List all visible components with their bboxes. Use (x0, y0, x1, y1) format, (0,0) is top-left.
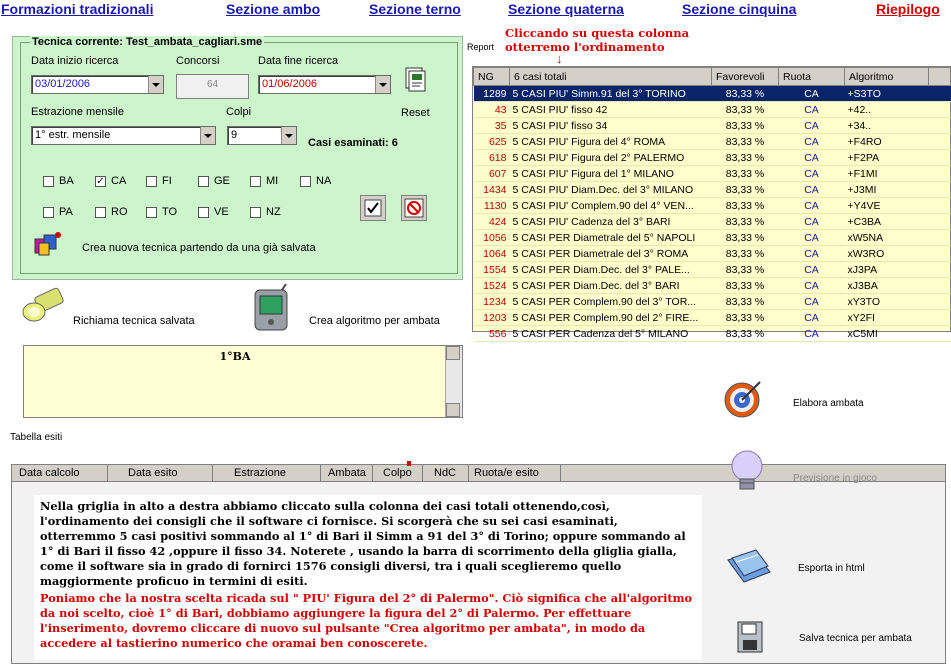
cell-casi: 5 CASI PIU' Complem.90 del 4° VEN... (510, 198, 712, 214)
casi-esaminati: Casi esaminati: 6 (308, 137, 398, 149)
cancel-button[interactable] (401, 195, 427, 221)
cell-casi: 5 CASI PER Cadenza del 5° MILANO (510, 326, 712, 342)
cell-fav: 83,33 % (712, 150, 779, 166)
note-paragraph-2: Poniamo che la nostra scelta ricada sul " PIU' Figura del 2° di Palermo". Ciò significa che all'algoritmo da noi scelto, cioè 1° di Bari, dobbiamo aggiungere la figura del 2° di Palermo. Per effettuare l'inserimento, dovremo cliccare di nuovo sul pulsante "Crea algoritmo per ambata", in modo da accedere al tastierino numerico che oramai ben conoscerete. (40, 591, 693, 650)
table-row[interactable] (474, 278, 951, 294)
column-separator (422, 465, 423, 481)
cell-filler (929, 294, 951, 310)
cell-alg: xC5MI (845, 326, 929, 342)
checkbox-label-mi: MI (266, 175, 279, 187)
cell-casi: 5 CASI PIU' fisso 34 (510, 118, 712, 134)
cell-filler (929, 262, 951, 278)
column-separator (320, 465, 321, 481)
cell-alg: xW5NA (845, 230, 929, 246)
table-row[interactable] (474, 326, 951, 342)
grid-header-1[interactable]: 6 casi totali (510, 68, 712, 86)
checkbox-label-ro: RO (111, 206, 128, 218)
cell-alg: +F2PA (845, 150, 929, 166)
memo-scrollbar[interactable] (445, 346, 462, 417)
palmtop-icon[interactable] (252, 284, 292, 332)
cell-filler (929, 198, 951, 214)
checkbox-label-fi: FI (162, 175, 172, 187)
cell-filler (929, 134, 951, 150)
cell-alg: +S3TO (845, 86, 929, 102)
cell-casi: 5 CASI PER Complem.90 del 2° FIRE... (510, 310, 712, 326)
checkbox-label-ba: BA (59, 175, 74, 187)
data-inizio-value: 03/01/2006 (35, 78, 91, 90)
cell-filler (929, 310, 951, 326)
data-inizio-select[interactable] (31, 75, 164, 94)
cell-ng: 625 (474, 134, 510, 150)
grid-header-4[interactable]: Algoritmo (845, 68, 929, 86)
salva-label[interactable]: Salva tecnica per ambata (799, 633, 912, 644)
cell-fav: 83,33 % (712, 134, 779, 150)
cell-fav: 83,33 % (712, 278, 779, 294)
table-row[interactable] (474, 86, 951, 102)
nav-sezione-cinquina[interactable]: Sezione cinquina (682, 1, 797, 17)
checkbox-nz[interactable] (250, 207, 261, 218)
nav-sezione-terno[interactable]: Sezione terno (369, 1, 461, 17)
crea-nuova-icon[interactable] (31, 229, 65, 259)
cell-fav: 83,33 % (712, 102, 779, 118)
scroll-up-icon[interactable] (446, 346, 460, 360)
lightbulb-icon[interactable] (727, 448, 767, 496)
cell-ruota: CA (779, 86, 845, 102)
cell-fav: 83,33 % (712, 182, 779, 198)
cell-ruota: CA (779, 246, 845, 262)
esiti-column-5[interactable]: NdC (434, 467, 457, 479)
cell-casi: 5 CASI PER Diametrale del 3° ROMA (510, 246, 712, 262)
cell-alg: +34.. (845, 118, 929, 134)
cell-alg: xJ3BA (845, 278, 929, 294)
red-marker (407, 461, 411, 466)
elabora-label[interactable]: Elabora ambata (793, 398, 864, 409)
cell-ruota: CA (779, 198, 845, 214)
cell-ruota: CA (779, 262, 845, 278)
cell-alg: xY3TO (845, 294, 929, 310)
esiti-column-4[interactable]: Colpo (383, 467, 412, 479)
column-separator (468, 465, 469, 481)
data-fine-select[interactable] (258, 75, 391, 94)
cell-filler (929, 118, 951, 134)
esporta-label[interactable]: Esporta in html (798, 563, 865, 574)
checkbox-label-ve: VE (214, 206, 229, 218)
cell-alg: +J3MI (845, 182, 929, 198)
crea-nuova-label[interactable]: Crea nuova tecnica partendo da una già salvata (82, 242, 316, 254)
column-separator (212, 465, 213, 481)
cell-ng: 43 (474, 102, 510, 118)
table-row[interactable] (474, 246, 951, 262)
note-paragraph-1: Nella griglia in alto a destra abbiamo cliccato sulla colonna dei casi totali ottenendo,così, l'ordinamento dei consigli che il software ci fornisce. Si scorgerà che su sei casi esaminati, otterremmo 5 casi positivi sommando al 1° di Bari il Simm a 91 del 3° di Torino; oppure sommando al 1° di Bari il fisso 42 ,oppure il fisso 34. Noterete , usando la barra di scorrimento della gliglia gialla, come il software sia in grado di fornirci 1576 consigli diversi, tra i quali sceglieremo quello maggiormente proficuo in termini di esiti. (40, 499, 686, 588)
table-row[interactable] (474, 166, 951, 182)
cell-casi: 5 CASI PIU' Cadenza del 3° BARI (510, 214, 712, 230)
cell-fav: 83,33 % (712, 246, 779, 262)
cell-alg: xJ3PA (845, 262, 929, 278)
table-row[interactable] (474, 118, 951, 134)
chevron-down-icon[interactable] (148, 76, 163, 93)
flashlight-icon[interactable] (20, 288, 68, 326)
nav-sezione-ambo[interactable]: Sezione ambo (226, 1, 321, 17)
cell-fav: 83,33 % (712, 198, 779, 214)
arrow-down-icon: ↓ (556, 51, 563, 66)
cell-alg: +42.. (845, 102, 929, 118)
cell-ruota: CA (779, 294, 845, 310)
results-grid[interactable] (472, 66, 951, 340)
cell-ng: 1434 (474, 182, 510, 198)
target-icon[interactable] (722, 378, 766, 420)
grid-header-0[interactable]: NG (474, 68, 510, 86)
cell-casi: 5 CASI PIU' fisso 42 (510, 102, 712, 118)
cell-fav: 83,33 % (712, 294, 779, 310)
cell-casi: 5 CASI PIU' Figura del 1° MILANO (510, 166, 712, 182)
table-row[interactable] (474, 262, 951, 278)
checkbox-label-ge: GE (214, 175, 230, 187)
cell-ng: 1234 (474, 294, 510, 310)
cell-ng: 1289 (474, 86, 510, 102)
memo-text: 1°BA (219, 350, 251, 363)
cell-casi: 5 CASI PIU' Simm.91 del 3° TORINO (510, 86, 712, 102)
cell-ng: 618 (474, 150, 510, 166)
checkbox-label-ca: CA (111, 175, 127, 187)
cell-filler (929, 278, 951, 294)
no-entry-icon (402, 196, 426, 220)
cell-ruota: CA (779, 134, 845, 150)
cell-fav: 83,33 % (712, 86, 779, 102)
check-icon (361, 196, 385, 220)
cell-filler (929, 182, 951, 198)
table-row[interactable] (474, 102, 951, 118)
save-icon[interactable] (736, 620, 766, 656)
previsione-label: Previsione in gioco (793, 473, 877, 484)
checkbox-ro[interactable] (95, 207, 106, 218)
cell-casi: 5 CASI PER Diam.Dec. del 3° PALE... (510, 262, 712, 278)
table-row[interactable] (474, 198, 951, 214)
table-row[interactable] (474, 310, 951, 326)
table-row[interactable] (474, 182, 951, 198)
nav-sezione-quaterna[interactable]: Sezione quaterna (508, 1, 624, 17)
column-separator (372, 465, 373, 481)
checkbox-ba[interactable] (43, 176, 54, 187)
table-row[interactable] (474, 134, 951, 150)
report-label: Report (467, 42, 495, 52)
column-separator (107, 465, 108, 481)
cell-alg: xW3RO (845, 246, 929, 262)
cell-ng: 1203 (474, 310, 510, 326)
cell-filler (929, 214, 951, 230)
cell-fav: 83,33 % (712, 262, 779, 278)
cell-fav: 83,33 % (712, 214, 779, 230)
cell-ruota: CA (779, 150, 845, 166)
cell-alg: +F4RO (845, 134, 929, 150)
cell-casi: 5 CASI PER Complem.90 del 3° TOR... (510, 294, 712, 310)
confirm-button[interactable] (360, 195, 386, 221)
cell-filler (929, 102, 951, 118)
cell-fav: 83,33 % (712, 118, 779, 134)
tabella-esiti-label: Tabella esiti (10, 432, 63, 443)
estrazione-label: Estrazione mensile (31, 106, 124, 118)
colpi-value: 9 (231, 129, 238, 141)
checkbox-mi[interactable] (250, 176, 261, 187)
cell-filler (929, 246, 951, 262)
data-inizio-label: Data inizio ricerca (31, 55, 119, 67)
grid-header-2[interactable]: Favorevoli (712, 68, 779, 86)
cell-fav: 83,33 % (712, 326, 779, 342)
column-separator (560, 465, 561, 481)
table-row[interactable] (474, 294, 951, 310)
cell-ng: 424 (474, 214, 510, 230)
cell-casi: 5 CASI PIU' Figura del 4° ROMA (510, 134, 712, 150)
checkbox-label-nz: NZ (266, 206, 281, 218)
reset-label: Reset (401, 107, 430, 119)
checkbox-ge[interactable] (198, 176, 209, 187)
esiti-column-2[interactable]: Estrazione (234, 467, 286, 479)
cell-fav: 83,33 % (712, 166, 779, 182)
checkbox-label-na: NA (316, 175, 332, 187)
cell-ng: 1130 (474, 198, 510, 214)
export-html-icon[interactable] (724, 546, 776, 586)
estrazione-value: 1° estr. mensile (35, 129, 111, 141)
grid-header-filler (929, 68, 951, 86)
grid-header-3[interactable]: Ruota (779, 68, 845, 86)
cell-filler (929, 86, 951, 102)
checkbox-na[interactable] (300, 176, 311, 187)
cell-ruota: CA (779, 326, 845, 342)
cell-alg: +Y4VE (845, 198, 929, 214)
checkbox-to[interactable] (146, 207, 157, 218)
cell-alg: xY2FI (845, 310, 929, 326)
table-row[interactable] (474, 150, 951, 166)
checkbox-label-pa: PA (59, 206, 73, 218)
esiti-column-6[interactable]: Ruota/e esito (474, 467, 539, 479)
cell-alg: +F1MI (845, 166, 929, 182)
cell-ruota: CA (779, 182, 845, 198)
esiti-column-3[interactable]: Ambata (328, 467, 366, 479)
algorithm-memo[interactable] (23, 345, 463, 418)
cell-ng: 1524 (474, 278, 510, 294)
cell-ruota: CA (779, 214, 845, 230)
annotation-line-1: Cliccando su questa colonna (505, 26, 690, 40)
cell-ruota: CA (779, 310, 845, 326)
table-row[interactable] (474, 214, 951, 230)
chevron-down-icon[interactable] (200, 127, 215, 144)
cell-ruota: CA (779, 278, 845, 294)
cell-ng: 1554 (474, 262, 510, 278)
concorsi-label: Concorsi (176, 55, 220, 67)
data-fine-label: Data fine ricerca (258, 55, 339, 67)
nav-riepilogo[interactable]: Riepilogo (876, 1, 940, 17)
chevron-down-icon[interactable] (375, 76, 390, 93)
cell-casi: 5 CASI PIU' Diam.Dec. del 3° MILANO (510, 182, 712, 198)
technique-title: Tecnica corrente: Test_ambata_cagliari.sme (32, 36, 263, 48)
cell-casi: 5 CASI PER Diametrale del 5° NAPOLI (510, 230, 712, 246)
colpi-label: Colpi (226, 106, 252, 118)
cell-filler (929, 166, 951, 182)
esiti-column-1[interactable]: Data esito (128, 467, 178, 479)
cell-ruota: CA (779, 118, 845, 134)
cell-casi: 5 CASI PER Diam.Dec. del 3° BARI (510, 278, 712, 294)
cell-alg: +C3BA (845, 214, 929, 230)
cell-ruota: CA (779, 166, 845, 182)
esiti-column-0[interactable]: Data calcolo (19, 467, 80, 479)
chevron-down-icon[interactable] (281, 127, 296, 144)
cell-ruota: CA (779, 102, 845, 118)
crea-algoritmo-label[interactable]: Crea algoritmo per ambata (309, 315, 440, 327)
cell-fav: 83,33 % (712, 310, 779, 326)
explanation-note (34, 495, 702, 660)
data-fine-value: 01/06/2006 (262, 78, 318, 90)
cell-ng: 1064 (474, 246, 510, 262)
estrazione-select[interactable] (31, 126, 216, 145)
checkbox-fi[interactable] (146, 176, 157, 187)
annotation-line-2: otterremo l'ordinamento (505, 40, 665, 54)
colpi-select[interactable] (227, 126, 297, 145)
reset-icon[interactable] (404, 66, 428, 94)
cell-filler (929, 230, 951, 246)
cell-ng: 607 (474, 166, 510, 182)
cell-casi: 5 CASI PIU' Figura del 2° PALERMO (510, 150, 712, 166)
checkbox-ve[interactable] (198, 207, 209, 218)
cell-ng: 35 (474, 118, 510, 134)
checkbox-ca[interactable]: ✓ (96, 176, 105, 187)
cell-ruota: CA (779, 230, 845, 246)
cell-ng: 556 (474, 326, 510, 342)
table-row[interactable] (474, 230, 951, 246)
nav-formazioni-tradizionali[interactable]: Formazioni tradizionali (1, 1, 154, 17)
cell-filler (929, 150, 951, 166)
checkbox-label-to: TO (162, 206, 178, 218)
cell-filler (929, 326, 951, 342)
checkbox-pa[interactable] (43, 207, 54, 218)
cell-fav: 83,33 % (712, 230, 779, 246)
concorsi-field: 64 (176, 74, 249, 99)
cell-ng: 1056 (474, 230, 510, 246)
scroll-down-icon[interactable] (446, 403, 460, 417)
richiama-label[interactable]: Richiama tecnica salvata (73, 315, 195, 327)
